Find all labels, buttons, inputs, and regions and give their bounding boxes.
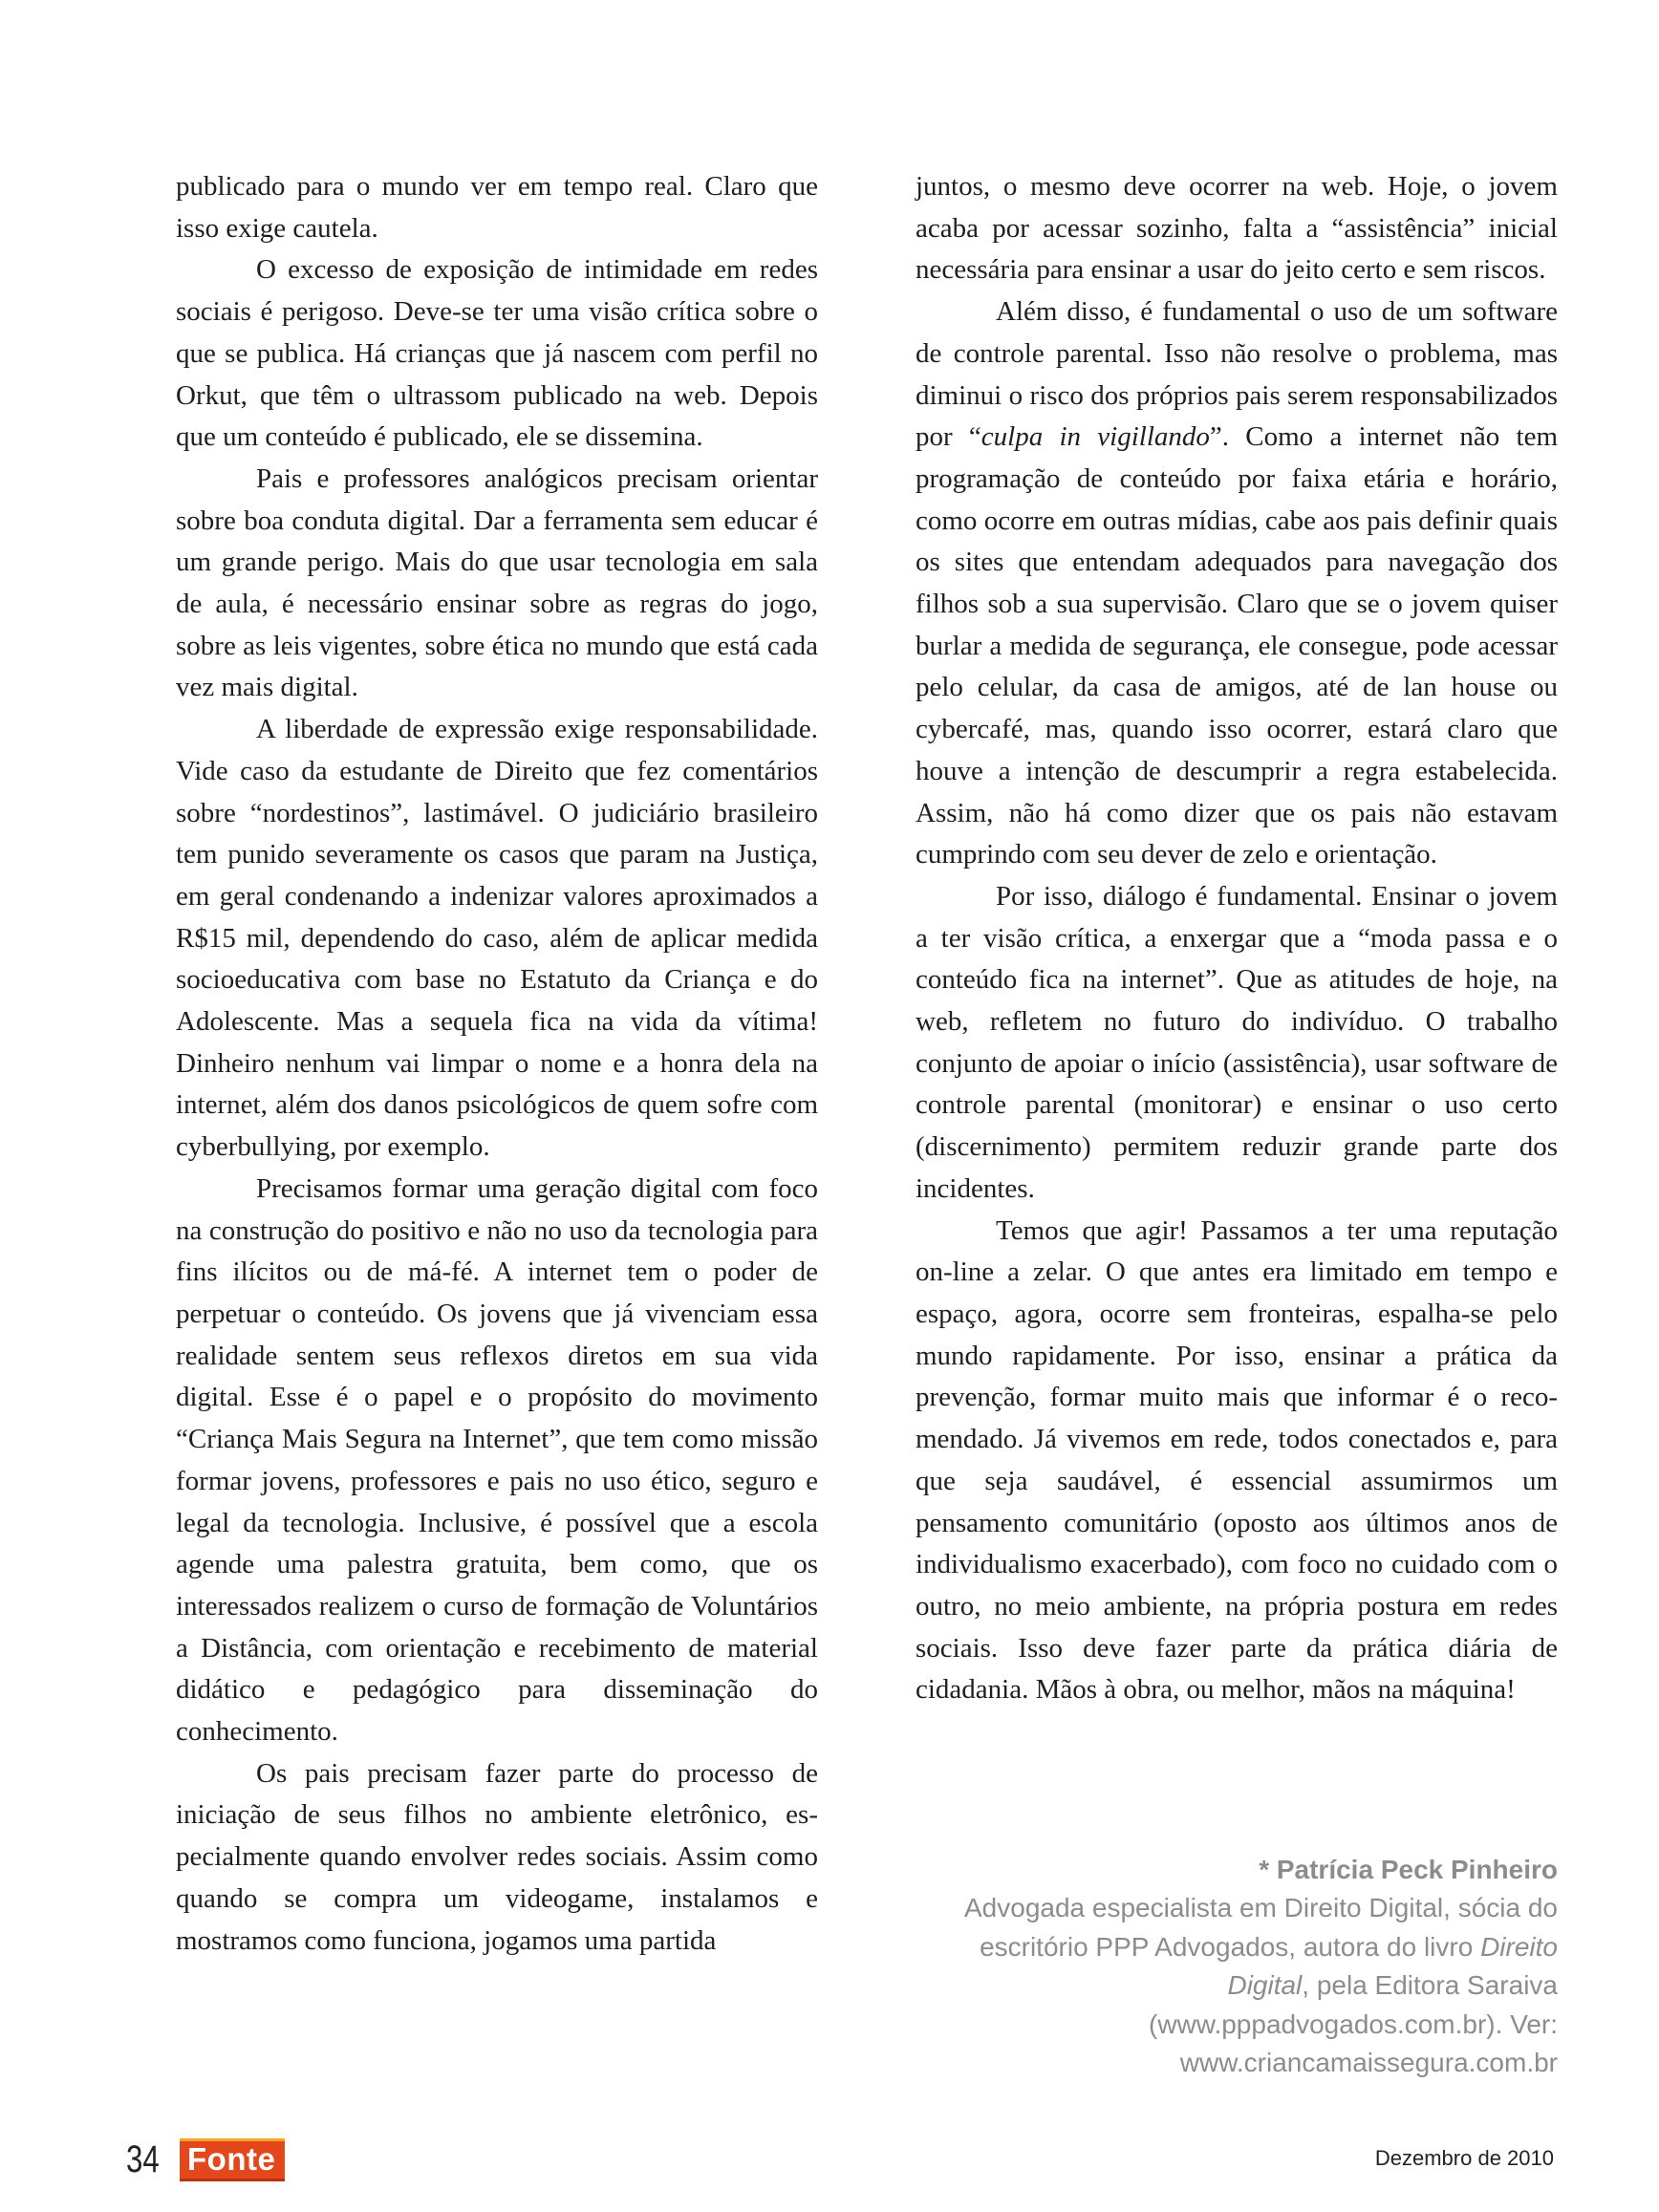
footer-folio — [126, 2135, 285, 2184]
paragraph-text: ”. Como a internet não tem programação de conteúdo por faixa etária e horário, como ocorre em outras mídias, cabe aos pais definir quais os sites que entendam adequados para navegação dos filhos sob a sua supervisão. Claro que se o jovem quiser burlar a medida de segurança, ele consegue, pode acessar pelo celular, da casa de amigos, até de lan house ou cybercafé, mas, quando isso ocorrer, estará claro que houve a intenção de descumprir a regra estabelecida. Assim, não há como dizer que os pais não estavam cumprindo com seu dever de zelo e orientação. — [916, 421, 1559, 870]
fonte-logo: Fonte — [180, 2138, 285, 2181]
bio-text: , pela Editora Saraiva (www.pppadvogados.com.br). Ver: www.criancamaissegura.com.br — [1149, 1970, 1558, 2077]
paragraph: A liberdade de expressão exige responsabilidade. Vide caso da estudante de Direito que fez comentários sobre “nordestinos”, lastimável. O judiciário brasileiro tem punido severamente os casos que param na Justiça, em geral condenando a indenizar valores aproximados a R$15 mil, dependendo do caso, além de aplicar medida socioeducativa com base no Estatuto da Criança e do Adolescente. Mas a sequela fica na vida da vítima! Dinheiro nenhum vai limpar o nome e a honra dela na internet, além dos danos psicológicos de quem sofre com cyberbullying, por exemplo. — [176, 714, 818, 1163]
paragraph: juntos, o mesmo deve ocorrer na web. Hoje, o jovem acaba por acessar sozinho, falta a “assistência” inicial necessária para ensinar a usar do jeito certo e sem riscos. — [916, 171, 1558, 286]
paragraph — [916, 291, 1558, 876]
paragraph: Os pais precisam fazer parte do processo de iniciação de seus filhos no ambiente eletrônico, especialmente quando envolver redes sociais. Assim como quando se compra um videogame, instalamos e mostramos como funciona, jogamos uma partida — [176, 1757, 818, 1956]
paragraph: Pais e professores analógicos precisam orientar sobre boa conduta digital. Dar a ferramenta sem educar é um grande perigo. Mais do que usar tecnologia em sala de aula, é necessário ensinar sobre as regras do jogo, sobre as leis vigentes, sobre ética no mundo que está cada vez mais digital. — [176, 462, 818, 703]
author-name: * Patrícia Peck Pinheiro — [1259, 1855, 1558, 1884]
paragraph: Temos que agir! Passamos a ter uma reputação on-line a zelar. O que antes era limitado em tempo e espaço, agora, ocorre sem fronteiras, espalha-se pelo mundo rapidamente. Por isso, ensinar a prática da prevenção, formar muito mais que informar é o recomendado. Já vivemos em rede, todos conectados e, para que seja saudável, é essencial assumirmos um pensamento comunitário (oposto aos últimos anos de individualismo exacerbado), com foco no cuidado com o outro, no meio ambiente, na própria postura em redes sociais. Isso deve fazer parte da prática diária de cidadania. Mãos à obra, ou melhor, mãos na máquina! — [916, 1214, 1558, 1706]
page-number: 34 — [126, 2137, 160, 2180]
right-text-column — [916, 166, 1558, 1711]
issue-date: Dezembro de 2010 — [1374, 2146, 1554, 2170]
paragraph: publicado para o mundo ver em tempo real. Claro que isso exige cautela. — [176, 171, 818, 244]
author-bio — [916, 1889, 1558, 2083]
book-title: Direito Digital — [1227, 1931, 1558, 2000]
bio-text: Advogada especialista em Direito Digital, sócia do escritório PPP Advogados, autora do livro — [964, 1893, 1558, 1962]
author-credit — [916, 1851, 1558, 2083]
left-text-column — [176, 166, 818, 1962]
latin-term: culpa in vigillando — [980, 421, 1210, 453]
paragraph: Por isso, diálogo é fundamental. Ensinar o jovem a ter visão crítica, a enxergar que a “moda passa e o conteúdo fica na internet”. Que as atitudes de hoje, na web, refletem no futuro do indivíduo. O trabalho conjunto de apoiar o início (assistência), usar software de controle parental (monitorar) e ensinar o uso certo (discernimento) permitem reduzir grande parte dos incidentes. — [916, 880, 1558, 1204]
paragraph-text: Além disso, é fundamental o uso de um software de controle parental. Isso não resolve o problema, mas diminui o risco dos próprios pais serem responsabilizados por “ — [916, 296, 1558, 453]
paragraph: O excesso de exposição de intimidade em redes sociais é perigoso. Deve-se ter uma visão crítica sobre o que se publica. Há crianças que já nascem com perfil no Orkut, que têm o ultrassom publicado na web. Depois que um conteúdo é publicado, ele se dissemina. — [176, 254, 818, 453]
paragraph: Precisamos formar uma geração digital com foco na construção do positivo e não no uso da tecnologia para fins ilícitos ou de má-fé. A internet tem o poder de perpetuar o conteúdo. Os jovens que já vivenciam essa realidade sentem seus reflexos diretos em sua vida digital. Esse é o papel e o propósito do movimento “Criança Mais Segura na Internet”, que tem como missão formar jovens, professores e pais no uso ético, seguro e legal da tecnologia. Inclusive, é possível que a escola agende uma palestra gratuita, bem como, que os interessados realizem o curso de formação de Voluntários a Distância, com orientação e recebimento de material didático e pedagógico para disseminação do conhecimento. — [176, 1172, 818, 1748]
